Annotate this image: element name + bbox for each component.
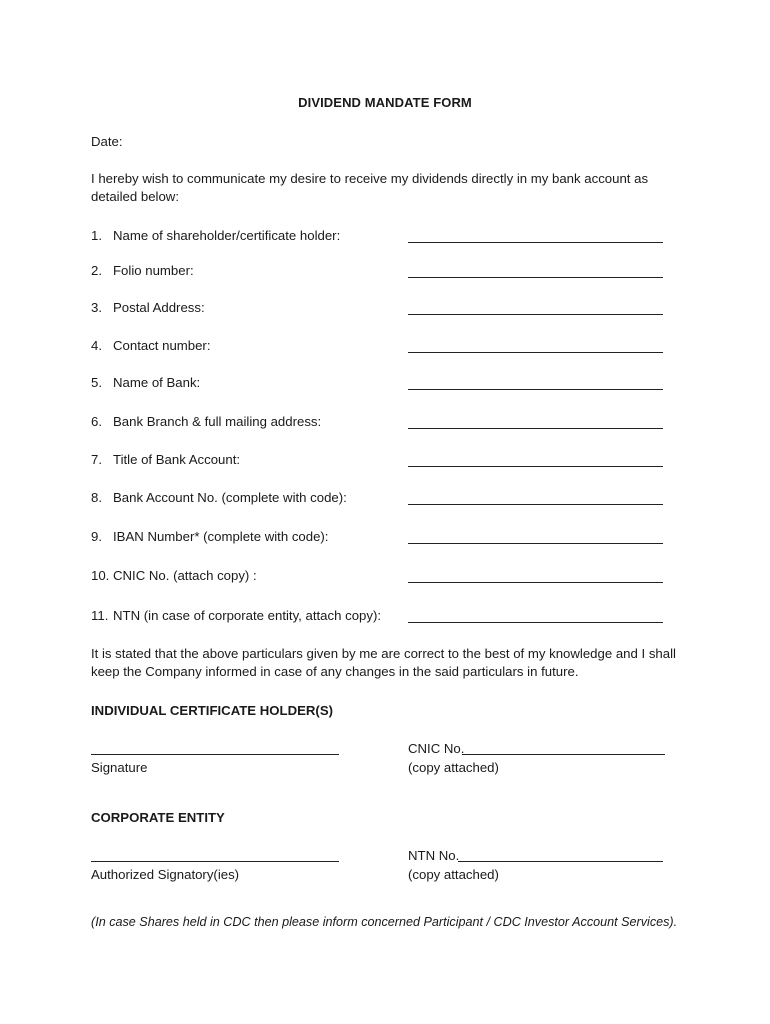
field-label: Bank Account No. (complete with code): [113,490,347,505]
date-label: Date: [91,134,123,149]
shareholder-name-input-line[interactable] [408,242,663,243]
field-label: Bank Branch & full mailing address: [113,414,322,429]
field-label: Folio number: [113,263,194,278]
field-number: 8. [91,490,102,505]
field-number: 1. [91,228,102,243]
corporate-heading: CORPORATE ENTITY [91,810,225,825]
field-number: 9. [91,529,102,544]
ntn-input-line[interactable] [408,622,663,623]
cnic-copy-note: (copy attached) [408,760,499,775]
bank-name-input-line[interactable] [408,389,663,390]
field-number: 6. [91,414,102,429]
field-label: Postal Address: [113,300,205,315]
authorized-signatory-line[interactable] [91,861,339,862]
field-number: 3. [91,300,102,315]
contact-number-input-line[interactable] [408,352,663,353]
folio-number-input-line[interactable] [408,277,663,278]
authorized-signatory-label: Authorized Signatory(ies) [91,867,240,882]
bank-branch-input-line[interactable] [408,428,663,429]
ntn-label: NTN No. [408,848,460,863]
field-label: Name of shareholder/certificate holder: [113,228,341,243]
account-title-input-line[interactable] [408,466,663,467]
field-number: 10. [91,568,110,583]
field-label: CNIC No. (attach copy) : [113,568,257,583]
cnic-label: CNIC No. [408,741,465,756]
field-number: 5. [91,375,102,390]
field-label: NTN (in case of corporate entity, attach copy): [113,608,382,623]
declaration-paragraph: It is stated that the above particulars given by me are correct to the best of my knowledge and I shall keep the Company informed in case of any changes in the said particulars in future. [91,646,676,679]
individual-heading: INDIVIDUAL CERTIFICATE HOLDER(S) [91,703,334,718]
field-number: 7. [91,452,102,467]
footer-note: (In case Shares held in CDC then please inform concerned Participant / CDC Investor Account Services). [91,915,678,929]
field-number: 11. [91,608,109,623]
account-number-input-line[interactable] [408,504,663,505]
ntn-number-line[interactable] [458,861,663,862]
field-label: Contact number: [113,338,211,353]
field-number: 4. [91,338,102,353]
field-label: IBAN Number* (complete with code): [113,529,329,544]
cnic-number-line[interactable] [462,754,665,755]
cnic-input-line[interactable] [408,582,663,583]
signature-line[interactable] [91,754,339,755]
ntn-copy-note: (copy attached) [408,867,499,882]
form-title: DIVIDEND MANDATE FORM [298,95,472,110]
intro-paragraph: I hereby wish to communicate my desire to receive my dividends directly in my bank account as detailed below: [91,171,649,204]
field-label: Name of Bank: [113,375,201,390]
field-label: Title of Bank Account: [113,452,241,467]
postal-address-input-line[interactable] [408,314,663,315]
signature-label: Signature [91,760,148,775]
iban-input-line[interactable] [408,543,663,544]
field-number: 2. [91,263,102,278]
